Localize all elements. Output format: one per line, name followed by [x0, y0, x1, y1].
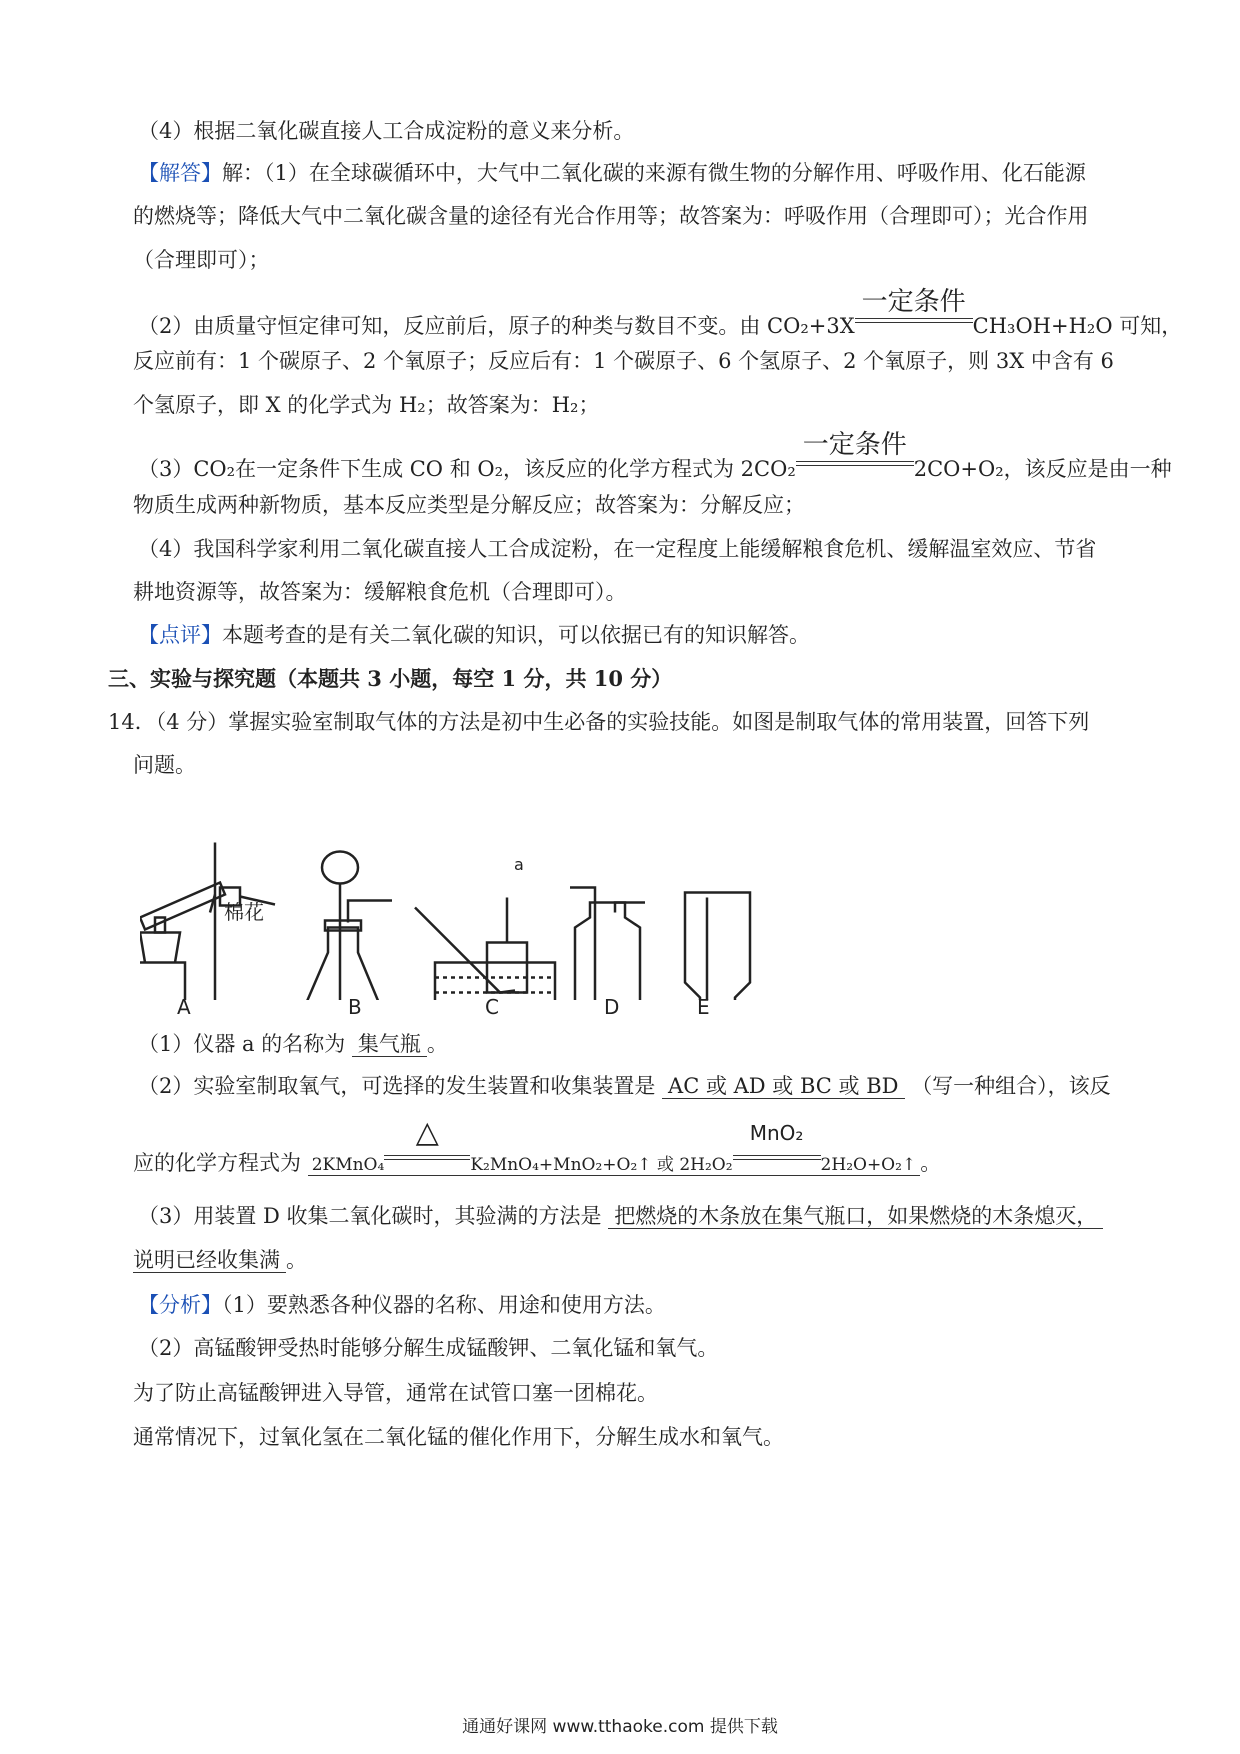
- page-footer: 通通好课网 www.tthaoke.com 提供下载: [462, 1717, 778, 1737]
- answer-blank: [308, 1115, 921, 1176]
- analysis-paragraph: [138, 1290, 666, 1320]
- condition-label: MnO₂: [749, 1121, 804, 1145]
- text-segment: 2CO+O₂，该反应是由一种: [913, 457, 1172, 481]
- answer-line: [138, 1071, 1111, 1101]
- comment-paragraph: [138, 620, 810, 650]
- answer-line: [138, 1201, 1103, 1231]
- answer-line: [133, 1245, 307, 1275]
- text-segment: 。: [426, 1032, 448, 1056]
- condition-label: 一定条件: [861, 287, 966, 317]
- apparatus-c: [415, 898, 555, 1001]
- text-segment: CH₃OH+H₂O 可知，: [972, 314, 1183, 338]
- text-line: 耕地资源等，故答案为：缓解粮食危机（合理即可）。: [133, 580, 627, 604]
- text-line: （合理即可）；: [133, 248, 270, 272]
- answer-blank: AC 或 AD 或 BC 或 BD: [662, 1074, 904, 1099]
- cotton-label: 棉花: [224, 900, 264, 924]
- question-line: 14．（4 分）掌握实验室制取气体的方法是初中生必备的实验技能。如图是制取气体的常用装置，回答下列: [108, 710, 1090, 734]
- reaction-condition: [733, 1121, 821, 1170]
- text-segment: 。: [286, 1248, 307, 1272]
- section-heading: 三、实验与探究题（本题共 3 小题，每空 1 分，共 10 分）: [108, 666, 673, 691]
- answer-paragraph-line: [138, 158, 1086, 188]
- apparatus-b: [300, 852, 392, 1001]
- equation-answer-line: [133, 1115, 942, 1180]
- figure-label-c: C: [485, 995, 499, 1019]
- text-segment: 本题考查的是有关二氧化碳的知识，可以依据已有的知识解答。: [222, 623, 810, 647]
- figure-label-b: B: [348, 995, 362, 1019]
- text-segment: （3）用装置 D 收集二氧化碳时，其验满的方法是: [138, 1204, 602, 1228]
- text-line: 通常情况下，过氧化氢在二氧化锰的催化作用下，分解生成水和氧气。: [133, 1425, 784, 1449]
- reaction-condition: [796, 430, 914, 476]
- answer-tag: 【解答】: [138, 161, 222, 185]
- text-line: 个氢原子，即 X 的化学式为 H₂；故答案为：H₂；: [133, 393, 600, 417]
- apparatus-d: [570, 888, 645, 1001]
- reaction-condition: [855, 287, 973, 333]
- text-segment: 解：（1）在全球碳循环中，大气中二氧化碳的来源有微生物的分解作用、呼吸作用、化石能源: [222, 161, 1086, 185]
- answer-blank: 把燃烧的木条放在集气瓶口，如果燃烧的木条熄灭，: [608, 1204, 1103, 1229]
- condition-label: 一定条件: [802, 430, 907, 460]
- text-segment: 应的化学方程式为: [133, 1151, 301, 1175]
- answer-blank: 说明已经收集满: [133, 1248, 286, 1273]
- text-line: 反应前有：1 个碳原子、2 个氧原子；反应后有：1 个碳原子、6 个氢原子、2 个氧原子，则 3X 中含有 6: [133, 349, 1114, 373]
- text-line: （2）高锰酸钾受热时能够分解生成锰酸钾、二氧化锰和氧气。: [138, 1336, 719, 1360]
- equation-line: [138, 430, 1172, 484]
- equation-part: K₂MnO₄+MnO₂+O₂↑ 或 2H₂O₂: [470, 1155, 733, 1175]
- equation-part: 2KMnO₄: [311, 1155, 385, 1175]
- text-segment: （1）仪器 a 的名称为: [138, 1032, 346, 1056]
- text-line: 问题。: [133, 753, 196, 777]
- figure-label-d: D: [604, 995, 620, 1019]
- text-segment: 。: [920, 1151, 942, 1175]
- comment-tag: 【点评】: [138, 623, 222, 647]
- text-segment: （3）CO₂在一定条件下生成 CO 和 O₂，该反应的化学方程式为 2CO₂: [138, 457, 796, 481]
- analysis-tag: 【分析】: [138, 1293, 222, 1317]
- answer-line: [138, 1029, 448, 1059]
- figure-label-a: A: [177, 995, 191, 1019]
- text-segment: （2）由质量守恒定律可知，反应前后，原子的种类与数目不变。由 CO₂+3X: [138, 314, 855, 338]
- figure-label-e: E: [697, 995, 710, 1019]
- text-line: （4）根据二氧化碳直接人工合成淀粉的意义来分析。: [138, 119, 635, 143]
- answer-blank: 集气瓶: [352, 1032, 427, 1057]
- text-segment: （2）实验室制取氧气，可选择的发生装置和收集装置是: [138, 1074, 656, 1098]
- apparatus-figure: [140, 790, 900, 1000]
- equation-line: [138, 287, 1183, 341]
- text-line: 物质生成两种新物质，基本反应类型是分解反应；故答案为：分解反应；: [133, 493, 805, 517]
- condition-label: △: [415, 1115, 439, 1150]
- reaction-condition: [384, 1115, 470, 1170]
- text-line: 为了防止高锰酸钾进入导管，通常在试管口塞一团棉花。: [133, 1381, 658, 1405]
- text-segment: （写一种组合），该反: [911, 1074, 1111, 1098]
- text-segment: （1）要熟悉各种仪器的名称、用途和使用方法。: [222, 1293, 666, 1317]
- apparatus-a-label: a: [514, 855, 524, 874]
- text-line: 的燃烧等；降低大气中二氧化碳含量的途径有光合作用等；故答案为：呼吸作用（合理即可）；光合作用: [133, 204, 1089, 228]
- text-line: （4）我国科学家利用二氧化碳直接人工合成淀粉，在一定程度上能缓解粮食危机、缓解温室效应、节省: [138, 537, 1097, 561]
- equation-part: 2H₂O+O₂↑: [820, 1155, 917, 1175]
- apparatus-e: [675, 893, 750, 1001]
